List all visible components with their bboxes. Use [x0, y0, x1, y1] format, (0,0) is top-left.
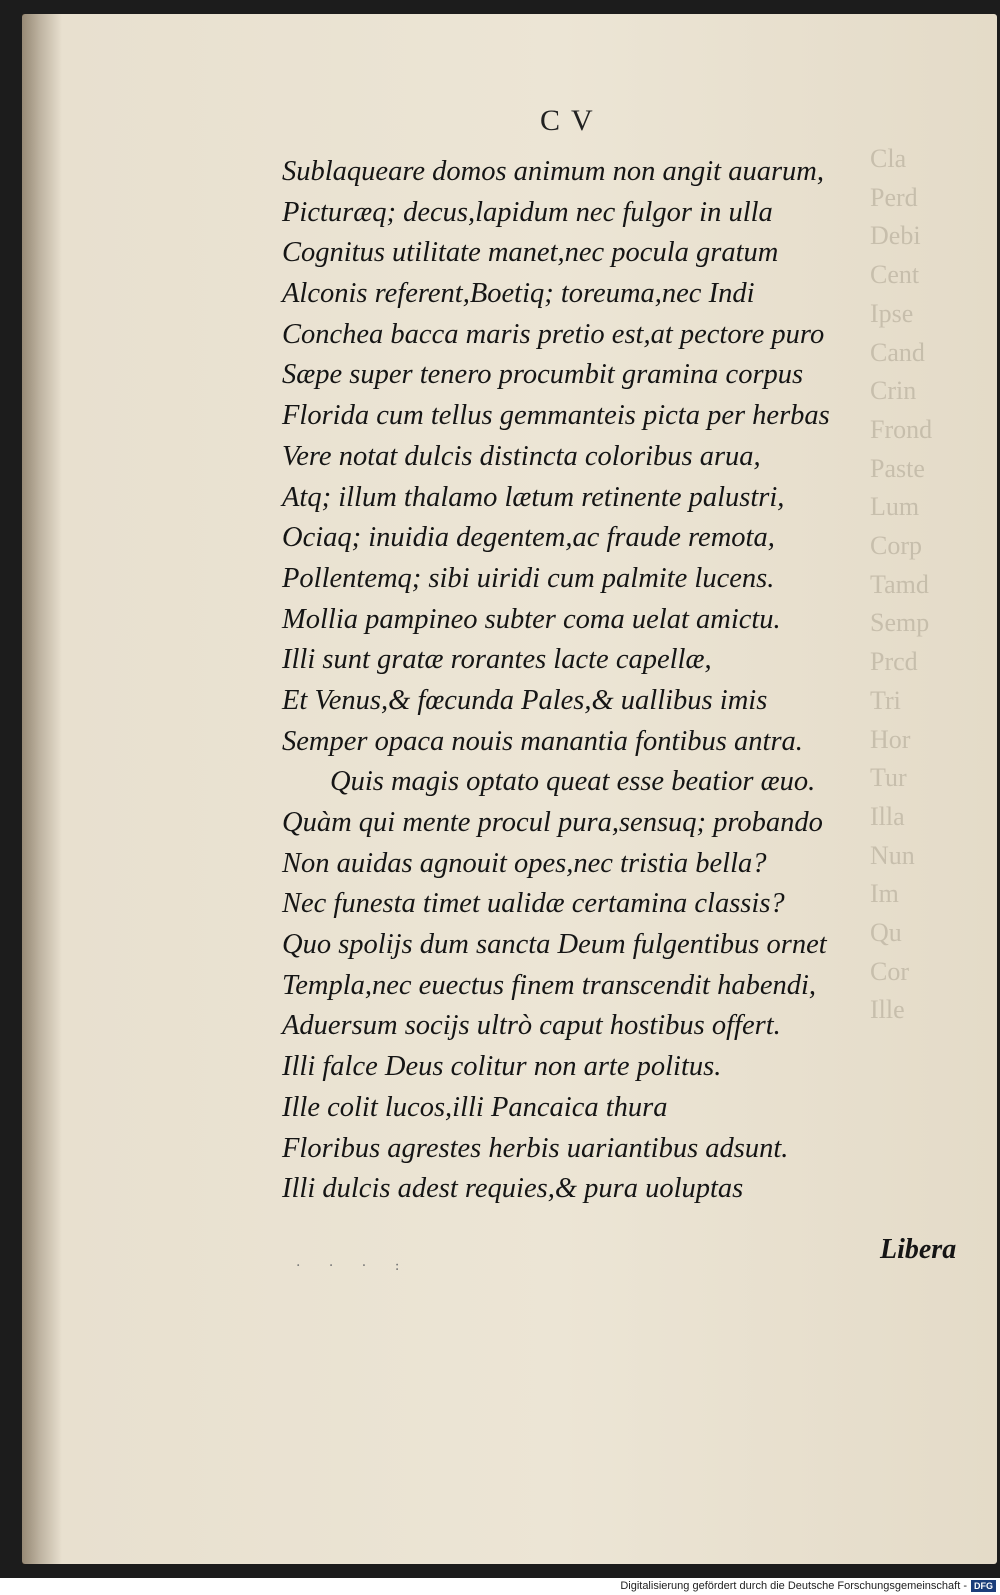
verse-line: Mollia pampineo subter coma uelat amictu. — [282, 603, 781, 635]
verse-line: Sæpe super tenero procumbit gramina corpus — [282, 359, 804, 391]
verse-line: Illi falce Deus colitur non arte politus. — [282, 1051, 722, 1083]
verse-line: Quàm qui mente procul pura,sensuq; probando — [282, 807, 823, 838]
bleed-line: Hor — [870, 724, 911, 754]
bleed-line: Semp — [870, 608, 930, 638]
bleed-line: Nun — [870, 840, 915, 870]
catchword: Libera — [880, 1234, 957, 1265]
signature-mark: C V — [540, 104, 595, 137]
verse-line: Ociaq; inuidia degentem,ac fraude remota, — [282, 522, 775, 554]
bleed-line: Frond — [870, 414, 933, 444]
verse-block — [282, 152, 902, 1210]
bleed-line: Paste — [870, 453, 925, 483]
verse-line: Semper opaca nouis manantia fontibus antra. — [282, 725, 803, 757]
verse-line: Sublaqueare domos animum non angit auarum, — [282, 156, 825, 187]
bleed-line: Crin — [870, 376, 917, 406]
bleed-line: Illa — [870, 801, 905, 831]
bleed-line: Perd — [870, 182, 918, 212]
bleed-line: Cand — [870, 337, 925, 367]
ink-specks: · · · : — [296, 1258, 412, 1274]
verse-line: Atq; illum thalamo lætum retinente palustri, — [282, 481, 785, 513]
verse-line: Conchea bacca maris pretio est,at pectore puro — [282, 318, 825, 350]
verse-line: Floribus agrestes herbis uariantibus adsunt. — [282, 1132, 789, 1164]
bleed-line: Tamd — [870, 569, 929, 599]
bleed-line: Cla — [870, 144, 907, 173]
bleed-line: Debi — [870, 221, 921, 251]
footer-credit — [620, 1579, 996, 1593]
verse-line: Quo spolijs dum sancta Deum fulgentibus ornet — [282, 929, 827, 961]
footer-text: Digitalisierung gefördert durch die Deutsche Forschungsgemeinschaft - — [620, 1580, 967, 1592]
verse-line: Picturæq; decus,lapidum nec fulgor in ulla — [282, 196, 773, 228]
verse-line: Pollentemq; sibi uiridi cum palmite lucens. — [282, 562, 775, 594]
bleed-line: Cent — [870, 260, 920, 290]
verse-line: Non auidas agnouit opes,nec tristia bella? — [282, 847, 767, 879]
bleed-line: Qu — [870, 918, 902, 948]
verse-line: Alconis referent,Boetiq; toreuma,nec Indi — [282, 278, 755, 310]
verse-line: Templa,nec euectus finem transcendit habendi, — [282, 969, 817, 1001]
gutter-shadow — [22, 14, 62, 1564]
verse-line: Illi sunt gratæ rorantes lacte capellæ, — [282, 644, 712, 676]
verse-line: Ille colit lucos,illi Pancaica thura — [282, 1091, 668, 1123]
bleed-line: Ille — [870, 995, 905, 1025]
verse-line: Et Venus,& fœcunda Pales,& uallibus imis — [282, 684, 768, 716]
bleed-line: Im — [870, 879, 899, 909]
dfg-logo: DFG — [971, 1580, 996, 1592]
bleed-line: Corp — [870, 531, 922, 561]
bleed-line: Tur — [870, 763, 907, 793]
bleed-line: Prcd — [870, 647, 918, 677]
verse-line: Florida cum tellus gemmanteis picta per herbas — [282, 400, 830, 432]
verse-line: Nec funesta timet ualidæ certamina classis? — [282, 888, 785, 920]
bleed-line: Tri — [870, 685, 901, 715]
verse-line-indented: Quis magis optato queat esse beatior æuo. — [330, 766, 816, 798]
verse-line: Aduersum socijs ultrò caput hostibus offert. — [282, 1010, 781, 1042]
bleed-line: Lum — [870, 492, 920, 522]
verse-line: Vere notat dulcis distincta coloribus arua, — [282, 440, 761, 472]
verse-line: Illi dulcis adest requies,& pura uoluptas — [282, 1173, 744, 1205]
verse-line: Cognitus utilitate manet,nec pocula gratum — [282, 237, 779, 269]
bleed-line: Cor — [870, 956, 909, 986]
bleed-line: Ipse — [870, 298, 914, 328]
